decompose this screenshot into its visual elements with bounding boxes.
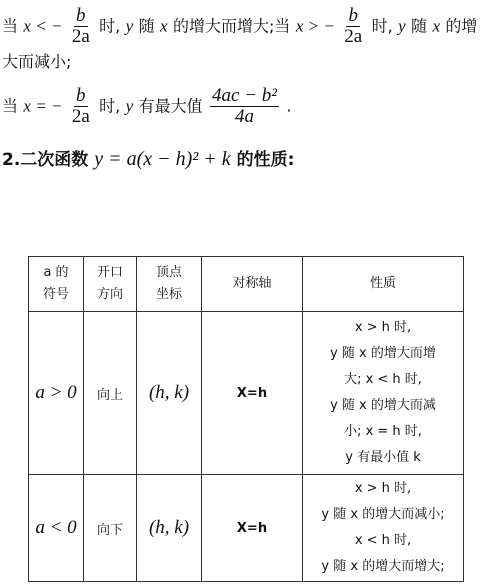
text-increase: 的增大而增大;当 [173,16,291,36]
cell-axis [202,312,303,475]
property-line: x > h 时, [354,481,412,496]
header-sign [29,257,84,312]
var-x-2: x [432,16,440,36]
vertex-value: (h, k) [148,382,190,403]
header-sign-line1: a 的 [43,265,69,280]
direction-value: 向上 [96,387,123,403]
text-dang: 当 [2,16,19,36]
vertex-value: (h, k) [148,517,190,538]
paragraph-line-2: 大而减小; [2,52,72,71]
text-shi-3: 时, [99,96,121,116]
cell-properties [303,312,464,475]
paragraph-line-3 [2,86,292,127]
property-line: y 有最小值 k [345,450,421,465]
text-sui-2: 随 [411,16,428,36]
heading-formula: y = a(x − h)² + k [94,148,231,170]
text-shi: 时, [99,16,121,36]
fraction-max-value: $\frac{\text{4ac − b²}}{4a}$ [212,85,277,127]
text-sui: 随 [138,16,155,36]
table-header-row [29,257,464,312]
header-direction-line2: 方向 [96,287,123,302]
section-heading-2 [2,145,294,171]
paragraph-line-1 [2,6,477,47]
text-max-value: 有最大值 [138,96,203,116]
cell-direction [84,475,137,582]
header-properties-label: 性质 [369,276,396,291]
cell-sign [29,475,84,582]
property-line: y 随 x 的增大而增大; [321,559,445,574]
sign-value: a < 0 [35,517,77,538]
property-line: 大; x < h 时, [344,372,422,387]
property-line: x > h 时, [354,320,412,335]
header-vertex-line2: 坐标 [155,287,182,302]
axis-value: X=h [236,385,268,401]
condition-x-equal: x = − [23,96,63,116]
sign-value: a > 0 [35,382,77,403]
property-line: y 随 x 的增大而减小; [321,507,445,522]
property-line: y 随 x 的增大而增 [330,346,436,361]
fraction-b-over-2a-3: $\frac{b}{2a}$ [71,85,90,127]
property-line: y 随 x 的增大而减 [330,398,436,413]
text-zeng: 的增 [445,16,478,36]
header-axis-label: 对称轴 [232,276,272,291]
fraction-b-over-2a: $\frac{b}{2a}$ [71,5,90,47]
cell-axis [202,475,303,582]
header-properties [303,257,464,312]
fraction-b-over-2a-2: $\frac{b}{2a}$ [344,5,363,47]
cell-vertex [137,475,202,582]
text-shi-2: 时, [371,16,393,36]
text-dang-3: 当 [2,96,19,116]
var-y: y [125,16,134,36]
header-direction-line1: 开口 [96,265,123,280]
condition-x-less: x < − [23,16,63,36]
condition-x-greater: x > − [295,16,335,36]
cell-properties [303,475,464,582]
direction-value: 向下 [96,522,123,538]
properties-table [28,256,464,582]
text-period: . [286,96,292,116]
header-sign-line2: 符号 [42,287,69,302]
var-y-2: y [398,16,406,36]
heading-suffix: 的性质: [236,150,295,170]
cell-vertex [137,312,202,475]
cell-sign [29,312,84,475]
cell-direction [84,312,137,475]
header-direction [84,257,137,312]
heading-prefix: 2.二次函数 [2,150,89,170]
table-row [29,312,464,475]
var-x: x [160,16,168,36]
var-y-3: y [125,96,134,116]
header-axis [202,257,303,312]
header-vertex-line1: 顶点 [155,265,182,280]
axis-value: X=h [236,520,268,536]
property-line: 小; x = h 时, [344,424,422,439]
table-row [29,475,464,582]
property-line: x < h 时, [354,533,412,548]
header-vertex [137,257,202,312]
